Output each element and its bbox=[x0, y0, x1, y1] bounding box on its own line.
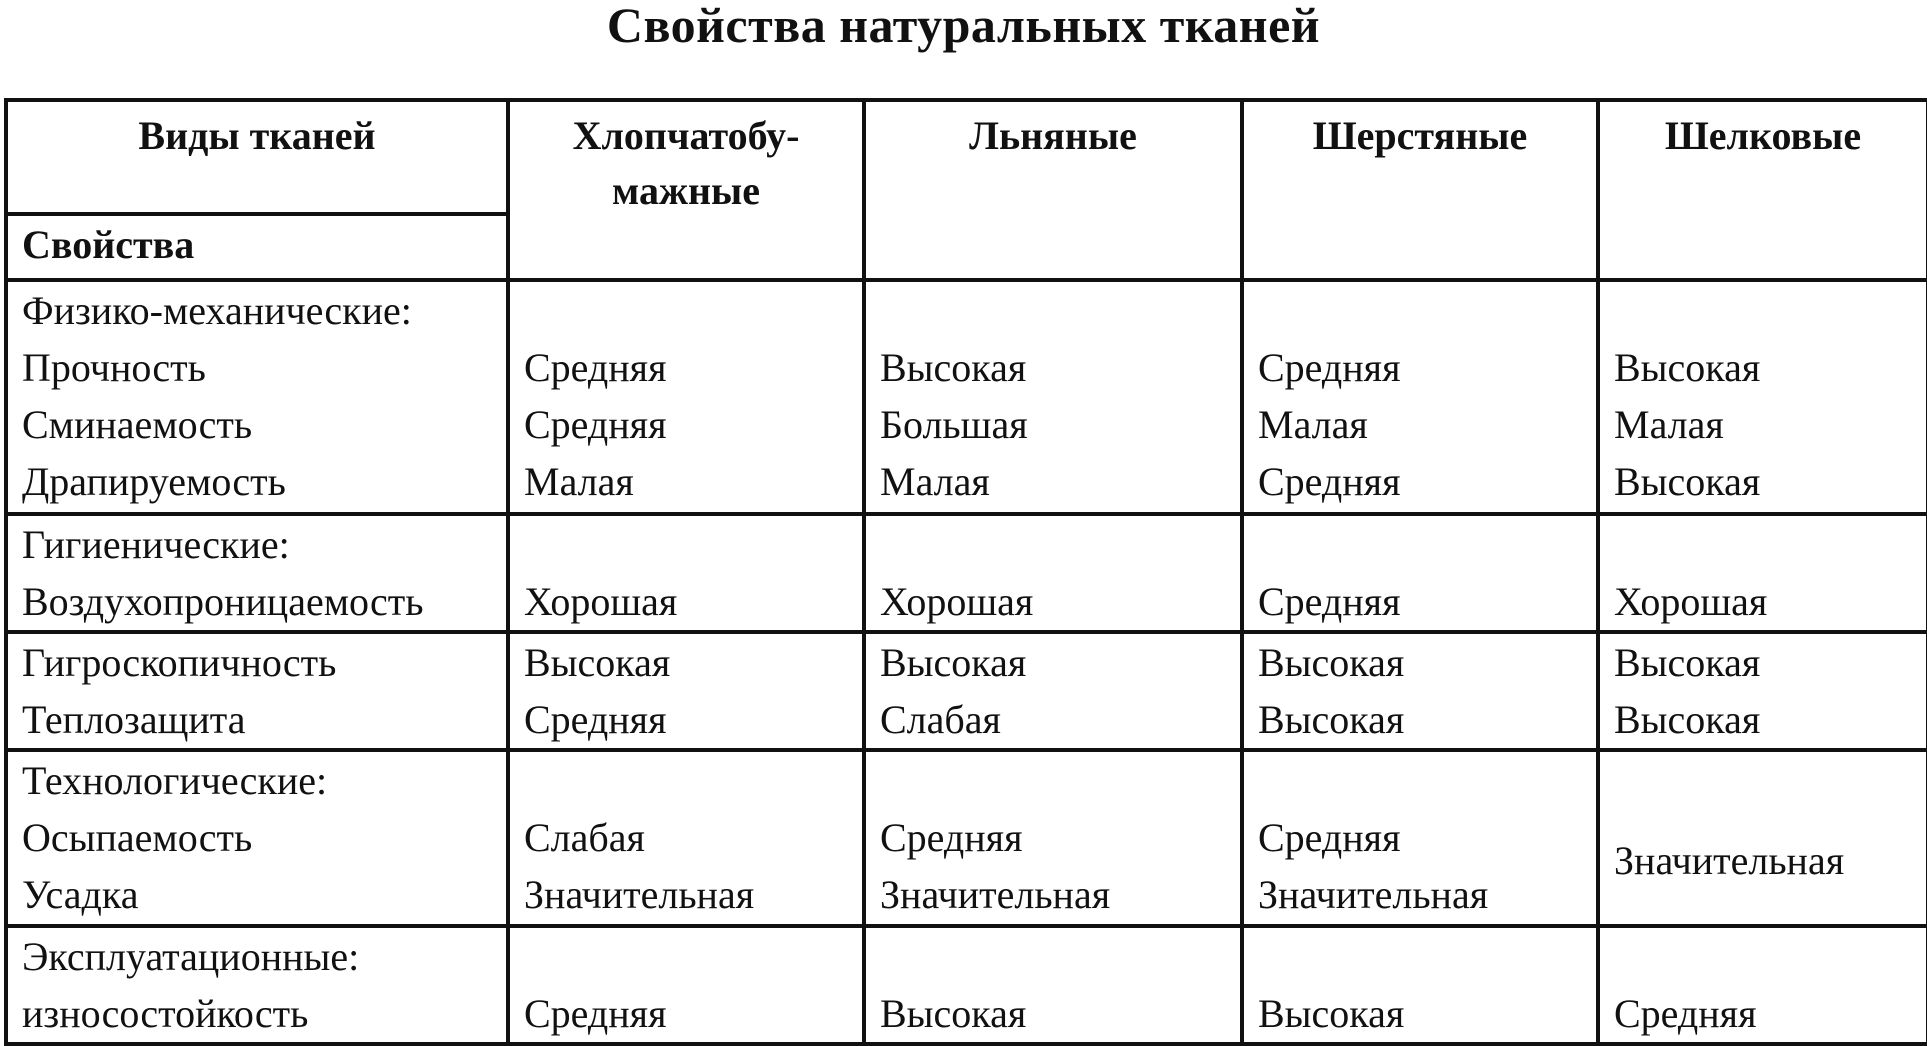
row-label: Физико-механические: bbox=[22, 288, 412, 333]
corner-fabric-types-label: Виды тканей bbox=[8, 102, 506, 216]
row-label: Драпируемость bbox=[22, 459, 286, 504]
value-cell-silk bbox=[1598, 926, 1927, 1044]
row-label: износостойкость bbox=[22, 991, 309, 1036]
row-label: Усадка bbox=[22, 872, 139, 917]
cell-value: Средняя bbox=[1614, 991, 1757, 1036]
corner-properties-label: Свойства bbox=[22, 222, 195, 267]
cell-spacer bbox=[880, 516, 1226, 573]
cell-spacer bbox=[880, 928, 1226, 985]
value-cell-silk bbox=[1598, 280, 1927, 514]
cell-value: Малая bbox=[1258, 402, 1368, 447]
column-header-wool bbox=[1242, 100, 1598, 280]
row-label: Воздухопроницаемость bbox=[22, 579, 424, 624]
cell-value: Значительная bbox=[1258, 872, 1489, 917]
column-header-line: Хлопчатобу- bbox=[572, 113, 800, 158]
cell-value: Высокая bbox=[880, 640, 1027, 685]
value-cell-wool bbox=[1242, 514, 1598, 632]
value-cell-cotton bbox=[508, 632, 864, 750]
column-header-line: мажные bbox=[611, 168, 760, 213]
cell-value: Высокая bbox=[1258, 697, 1405, 742]
cell-value: Значительная bbox=[1614, 838, 1845, 883]
row-label: Гигиенические: bbox=[22, 522, 290, 567]
value-cell-linen bbox=[864, 632, 1242, 750]
table-row bbox=[6, 632, 1927, 750]
value-cell-cotton bbox=[508, 514, 864, 632]
row-label-cell bbox=[6, 514, 508, 632]
cell-value: Слабая bbox=[880, 697, 1001, 742]
column-header-line: Шерстяные bbox=[1312, 113, 1528, 158]
value-cell-linen bbox=[864, 750, 1242, 926]
column-header-cotton bbox=[508, 100, 864, 280]
value-cell-cotton bbox=[508, 280, 864, 514]
value-cell-silk bbox=[1598, 750, 1927, 926]
cell-value: Средняя bbox=[524, 345, 667, 390]
cell-spacer bbox=[1258, 752, 1582, 809]
value-cell-wool bbox=[1242, 632, 1598, 750]
cell-value: Высокая bbox=[1258, 640, 1405, 685]
cell-value: Средняя bbox=[880, 815, 1023, 860]
cell-value: Средняя bbox=[1258, 579, 1401, 624]
cell-value: Высокая bbox=[1258, 991, 1405, 1036]
row-label: Сминаемость bbox=[22, 402, 253, 447]
cell-spacer bbox=[524, 516, 848, 573]
cell-value: Высокая bbox=[880, 345, 1027, 390]
cell-value: Малая bbox=[1614, 402, 1724, 447]
value-cell-wool bbox=[1242, 926, 1598, 1044]
value-cell-silk bbox=[1598, 632, 1927, 750]
cell-value: Высокая bbox=[1614, 640, 1761, 685]
cell-value: Малая bbox=[880, 459, 990, 504]
row-label: Технологические: bbox=[22, 758, 328, 803]
cell-spacer bbox=[1258, 928, 1582, 985]
cell-value: Средняя bbox=[1258, 459, 1401, 504]
cell-spacer bbox=[1258, 282, 1582, 339]
cell-value: Высокая bbox=[1614, 459, 1761, 504]
row-label: Прочность bbox=[22, 345, 206, 390]
value-cell-cotton bbox=[508, 750, 864, 926]
cell-value: Большая bbox=[880, 402, 1028, 447]
cell-spacer bbox=[524, 282, 848, 339]
cell-value: Хорошая bbox=[1614, 579, 1768, 624]
page-title: Свойства натуральных тканей bbox=[606, 0, 1321, 53]
cell-spacer bbox=[1614, 516, 1912, 573]
cell-value: Высокая bbox=[524, 640, 671, 685]
cell-spacer bbox=[1258, 516, 1582, 573]
cell-value: Средняя bbox=[1258, 815, 1401, 860]
table-row bbox=[6, 280, 1927, 514]
value-cell-cotton bbox=[508, 926, 864, 1044]
value-cell-wool bbox=[1242, 280, 1598, 514]
cell-value: Малая bbox=[524, 459, 634, 504]
row-label: Эксплуатационные: bbox=[22, 934, 360, 979]
cell-value: Средняя bbox=[524, 697, 667, 742]
corner-header-cell bbox=[6, 100, 508, 280]
row-label: Осыпаемость bbox=[22, 815, 253, 860]
cell-value: Значительная bbox=[880, 872, 1111, 917]
cell-value: Высокая bbox=[880, 991, 1027, 1036]
cell-value: Значительная bbox=[524, 872, 755, 917]
cell-value: Высокая bbox=[1614, 697, 1761, 742]
value-cell-linen bbox=[864, 280, 1242, 514]
row-label-cell bbox=[6, 926, 508, 1044]
table-row bbox=[6, 514, 1927, 632]
row-label: Гигроскопичность bbox=[22, 640, 337, 685]
table-header-row bbox=[6, 100, 1927, 280]
row-label-cell bbox=[6, 750, 508, 926]
cell-spacer bbox=[524, 752, 848, 809]
cell-value: Высокая bbox=[1614, 345, 1761, 390]
cell-spacer bbox=[1614, 282, 1912, 339]
row-label: Теплозащита bbox=[22, 697, 246, 742]
row-label-cell bbox=[6, 632, 508, 750]
fabric-properties-table bbox=[4, 98, 1927, 1046]
cell-value: Средняя bbox=[524, 402, 667, 447]
cell-spacer bbox=[1614, 928, 1912, 985]
cell-value: Средняя bbox=[524, 991, 667, 1036]
cell-value: Средняя bbox=[1258, 345, 1401, 390]
row-label-cell bbox=[6, 280, 508, 514]
value-cell-linen bbox=[864, 926, 1242, 1044]
cell-spacer bbox=[524, 928, 848, 985]
value-cell-silk bbox=[1598, 514, 1927, 632]
cell-value: Хорошая bbox=[880, 579, 1034, 624]
cell-spacer bbox=[880, 282, 1226, 339]
column-header-line: Льняные bbox=[969, 113, 1137, 158]
column-header-linen bbox=[864, 100, 1242, 280]
value-cell-wool bbox=[1242, 750, 1598, 926]
value-cell-linen bbox=[864, 514, 1242, 632]
cell-value: Хорошая bbox=[524, 579, 678, 624]
table-row bbox=[6, 750, 1927, 926]
column-header-silk bbox=[1598, 100, 1927, 280]
table-row bbox=[6, 926, 1927, 1044]
cell-spacer bbox=[880, 752, 1226, 809]
cell-value: Слабая bbox=[524, 815, 645, 860]
column-header-line: Шелковые bbox=[1664, 113, 1862, 158]
